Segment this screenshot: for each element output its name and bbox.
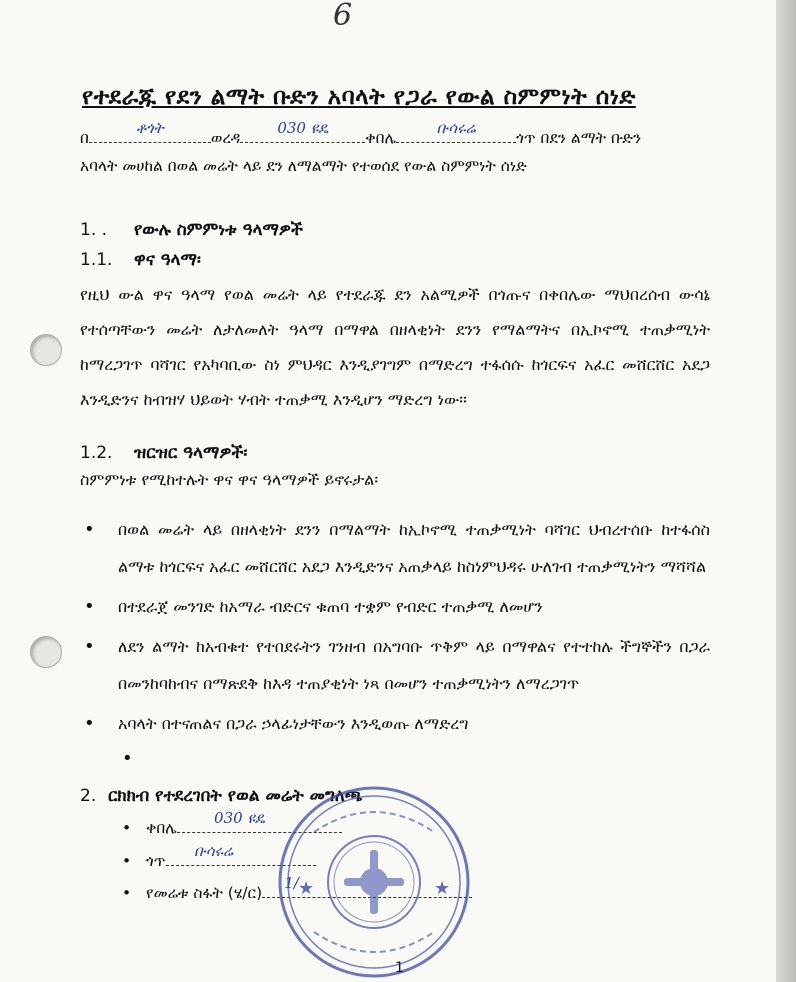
section12-title: ዝርዝር ዓላማዎች፡: [134, 443, 248, 463]
got-field: • ጎጥ ቡሳሩሬ: [122, 851, 316, 871]
intro-prefix: በ: [80, 129, 89, 147]
got-blank: [396, 119, 516, 143]
punch-hole: [30, 334, 62, 366]
svg-text:★: ★: [298, 878, 315, 899]
section12-number: 1.2.: [80, 443, 113, 463]
page-footer-number: 1: [395, 960, 404, 976]
woreda-handwritten: ቶጎት: [136, 119, 164, 137]
svg-text:★: ★: [434, 878, 451, 899]
document-title: የተደራጁ የደን ልማት ቡድን አባላት የጋራ የውል ስምምነት ሰነድ: [82, 84, 636, 110]
official-stamp: [274, 782, 474, 982]
section11-title: ዋና ዓላማ፡: [134, 250, 201, 270]
section11-heading: [80, 250, 201, 270]
kebele-label: ቀበሌ: [365, 129, 397, 147]
section1-number: 1. .: [80, 220, 108, 240]
section1-heading: [80, 220, 303, 240]
kebele-blank: [240, 119, 365, 143]
intro-line-2: አባላት መሀከል በወል መሬት ላይ ደን ለማልማት የተወሰደ የውል ስምምነት ሰነድ: [80, 157, 527, 175]
kebele-field: • ቀበሌ 030 ዩዴ: [122, 818, 342, 838]
section11-number: 1.1.: [80, 250, 113, 270]
objective-item: • በተደራጀ መንገድ ከአማራ ብድርና ቁጠባ ተቋም የብድር ተጠቃሚ ለመሆን: [80, 588, 710, 625]
area-field-label: የመሬቱ ስፋት (ሄ/ር): [146, 884, 263, 902]
objective-item: • ለደን ልማት ከአብቁተ የተበደሩትን ገንዘብ በአግባቡ ጥቅም ላይ በማዋልና የተተከሉ ችግኞችን በጋራ በመንከባከብና በማጽደቅ ከእዳ ተጠያቂነት ነጻ በመሆን ተጠቃሚነትን ለማረጋገጥ: [80, 628, 710, 702]
main-objective-paragraph: የዚህ ውል ዋና ዓላማ የወል መሬት ላይ የተደራጁ ደን አልሚዎች በጎጡና በቀበሌው ማህበረሰብ ውሳኔ የተሰጣቸውን መሬት ለታለመለት ዓላማ በማዋል በዘላቂነት ደንን የማልማትና በኢኮኖሚ ተጠቃሚነት ከማረጋገጥ ባሻገር የአካባቢው ስነ ምህዳር እንዲያገግም በማድረግ ተፋሰሱ ከጎርፍና አፈር መሸርሸር አደጋ እንዲድንና ከብዝሃ ህይወት ሃብት ተጠቃሚ እንዲሆን ማድረግ ነው፡፡: [80, 285, 710, 409]
objective-item: • በወል መሬት ላይ በዘላቂነት ደንን በማልማት ከኢኮኖሚ ተጠቃሚነት ባሻገር ህብረተሰቡ ከተፋሰስ ልማቱ ከጎርፍና አፈር መሸርሸር አደጋ እንዲድንና አጠቃላይ ከስነምህዳሩ ሁለገብ ተጠቃሚነትን ማሻሻል: [80, 511, 710, 585]
objective-item: • አባላት በተናጠልና በጋራ ኃላፊነታቸውን እንዲወጡ ለማድረግ: [80, 705, 710, 742]
got-field-label: ጎጥ: [146, 852, 166, 870]
area-field-handwritten: 1/: [284, 874, 299, 892]
objectives-list: [80, 511, 710, 745]
intro-line1-rest: ጎጥ በደን ልማት ቡድን: [516, 129, 642, 147]
section1-title: የውሉ ስምምነቱ ዓላማዎች: [134, 220, 303, 240]
area-field: • የመሬቱ ስፋት (ሄ/ር) 1/: [122, 883, 472, 903]
section2-title: ርክክብ የተደረገበት የወል መሬት መግለጫ: [108, 786, 363, 806]
punch-hole: [30, 636, 62, 668]
got-handwritten: ቡሳሩሬ: [436, 119, 476, 137]
woreda-label: ወረዳ: [210, 129, 241, 147]
specific-objectives-intro: ስምምነቱ የሚከተሉት ዋና ዋና ዓላማዎች ይኖሩታል፡: [80, 470, 379, 489]
kebele-field-label: ቀበሌ: [146, 819, 177, 837]
handwritten-page-number: 6: [333, 0, 353, 33]
kebele-field-handwritten: 030 ዩዴ: [214, 809, 265, 827]
page-edge: [776, 0, 796, 982]
empty-bullet: •: [122, 748, 133, 769]
section12-heading: [80, 443, 247, 463]
kebele-handwritten: 030 ዩዴ: [277, 119, 329, 137]
intro-line-1: [80, 119, 642, 148]
woreda-blank: [89, 119, 211, 143]
section2-number: 2.: [80, 786, 97, 806]
got-field-handwritten: ቡሳሩሬ: [193, 842, 234, 860]
